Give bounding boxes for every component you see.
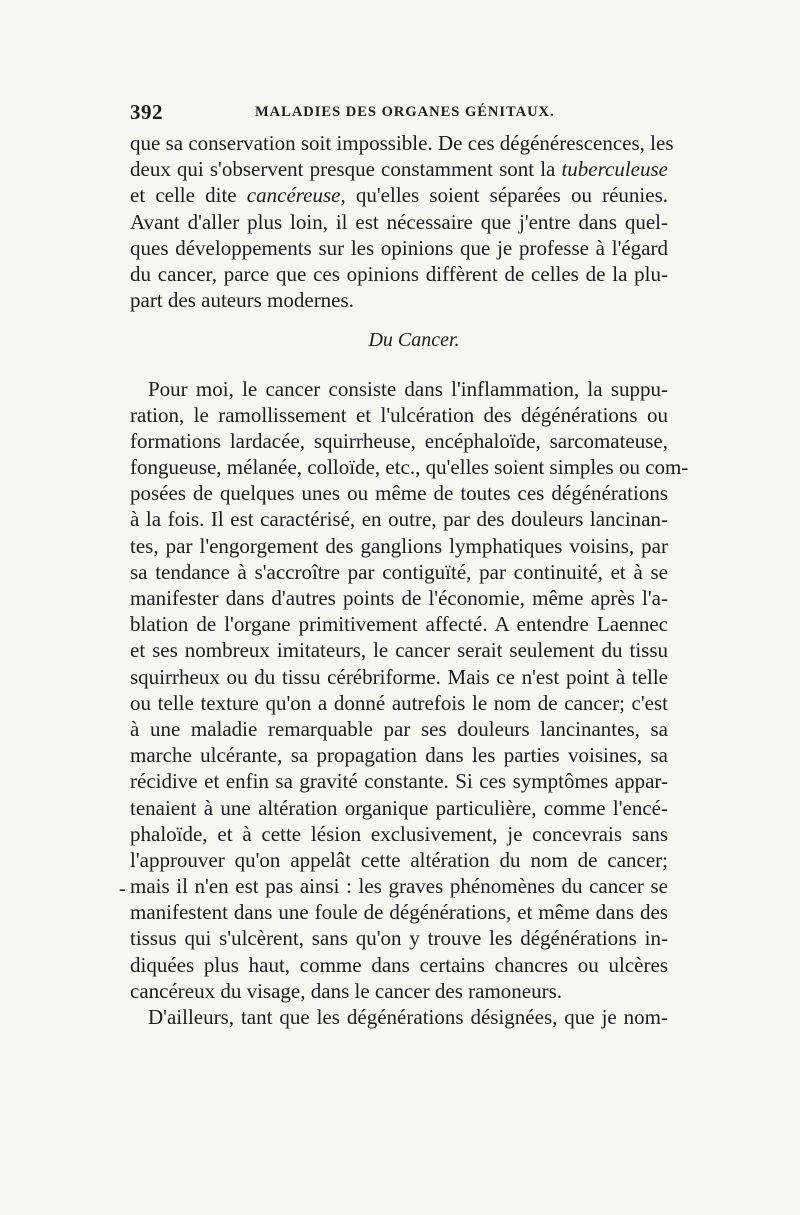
- text-line: l'approuver qu'on appelât cette altération du nom de cancer;: [130, 847, 668, 872]
- text-segment: et celle dite: [130, 183, 237, 208]
- text-line: posées de quelques unes ou même de toutes ces dégénérations: [130, 481, 668, 506]
- text-line: diquées plus haut, comme dans certains chancres ou ulcères: [130, 952, 668, 977]
- text-line: squirrheux ou du tissu cérébriforme. Mais ce n'est point à telle: [130, 664, 668, 689]
- page-number: 392: [130, 100, 163, 124]
- text-line: et ses nombreux imitateurs, le cancer serait seulement du tissu: [130, 638, 668, 663]
- text-line: sa tendance à s'accroître par contiguïté, par continuité, et à se: [130, 559, 668, 584]
- text-line: manifestent dans une foule de dégénérations, et même dans des: [130, 900, 668, 925]
- section-title: Du Cancer.: [368, 329, 460, 352]
- text-line: D'ailleurs, tant que les dégénérations désignées, que je nom-: [148, 1005, 668, 1029]
- body-text: [130, 130, 689, 1030]
- text-line: [130, 182, 668, 208]
- emphasis-cancereuse: cancéreuse: [246, 183, 341, 208]
- text-line: ques développements sur les opinions que je professe à l'égard: [130, 235, 668, 260]
- text-line: cancéreux du visage, dans le cancer des ramoneurs.: [130, 978, 563, 1003]
- margin-mark: -: [119, 878, 126, 900]
- text-line: manifester dans d'autres points de l'économie, même après l'a-: [130, 586, 668, 610]
- text-line: formations lardacée, squirrheuse, encéphaloïde, sarcomateuse,: [130, 428, 668, 453]
- text-line: que sa conservation soit impossible. De ces dégénérescences, les: [130, 131, 674, 155]
- text-line: à une maladie remarquable par ses douleurs lancinantes, sa: [130, 716, 668, 741]
- text-line: du cancer, parce que ces opinions diffèrent de celles de la plu-: [130, 261, 668, 286]
- text-segment: , qu'elles soient séparées ou réunies.: [340, 183, 668, 208]
- text-line: ration, le ramollissement et l'ulcération des dégénérations ou: [130, 402, 668, 427]
- page-header: [130, 100, 668, 126]
- text-line: fongueuse, mélanée, colloïde, etc., qu'elles soient simples ou com-: [130, 455, 689, 480]
- text-line: à la fois. Il est caractérisé, en outre, par des douleurs lancinan-: [130, 507, 668, 532]
- text-line: récidive et enfin sa gravité constante. Si ces symptômes appar-: [130, 769, 668, 794]
- paragraph-1: [130, 130, 674, 313]
- text-line: blation de l'organe primitivement affecté. A entendre Laennec: [130, 612, 668, 637]
- text-line: part des auteurs modernes.: [130, 288, 354, 313]
- text-line: tissus qui s'ulcèrent, sans qu'on y trouve les dégénérations in-: [130, 926, 668, 951]
- text-line: marche ulcérante, sa propagation dans les parties voisines, sa: [130, 743, 668, 768]
- text-line: ou telle texture qu'on a donné autrefois le nom de cancer; c'est: [130, 690, 668, 715]
- emphasis-tuberculeuse: tuberculeuse: [561, 157, 668, 182]
- text-line: Pour moi, le cancer consiste dans l'inflammation, la suppu-: [148, 376, 668, 401]
- text-segment: deux qui s'observent presque constamment sont la: [130, 157, 556, 182]
- paragraph-3: [130, 1004, 668, 1030]
- text-line: tes, par l'engorgement des ganglions lymphatiques voisins, par: [130, 533, 668, 558]
- paragraph-2: [130, 376, 689, 1005]
- text-line: mais il n'en est pas ainsi : les graves phénomènes du cancer se: [130, 874, 668, 899]
- running-head: MALADIES DES ORGANES GÉNITAUX.: [255, 104, 555, 120]
- text-line: Avant d'aller plus loin, il est nécessaire que j'entre dans quel-: [130, 209, 668, 234]
- text-line: [130, 156, 668, 182]
- text-line: tenaient à une altération organique particulière, comme l'encé-: [130, 795, 668, 820]
- text-line: phaloïde, et à cette lésion exclusivement, je concevrais sans: [130, 821, 668, 846]
